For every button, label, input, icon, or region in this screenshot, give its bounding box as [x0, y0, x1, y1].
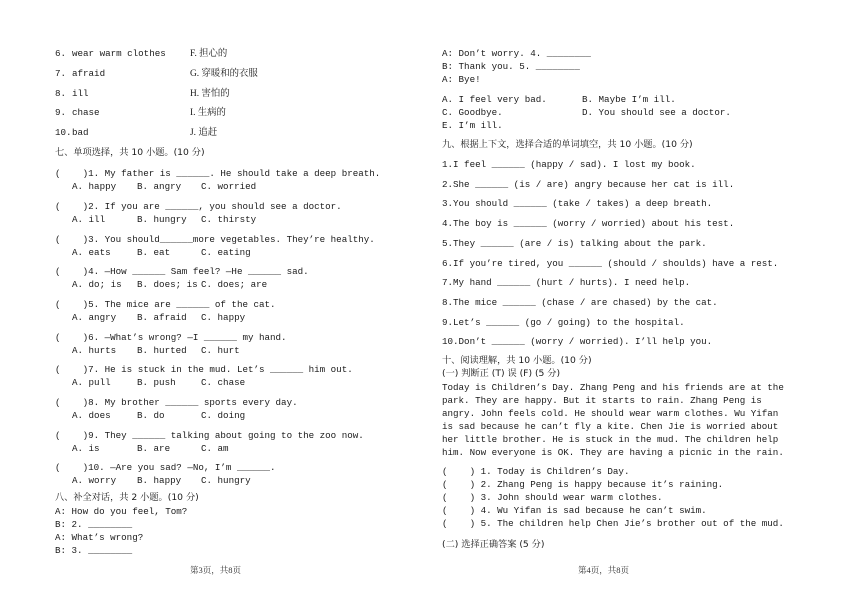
dialog-option: E. I’m ill.	[442, 120, 503, 131]
fill-blank-item: 10.Don’t ______ (worry / worried). I’ll help you.	[442, 336, 713, 348]
question-option: C. thirsty	[201, 214, 257, 225]
question-option: A. ill	[72, 214, 106, 225]
true-false-item: ( ) 2. Zhang Peng is happy because it’s raining.	[442, 479, 724, 490]
question-option: A. do; is	[72, 279, 122, 290]
question-option: A. happy	[72, 181, 117, 192]
dialog-option: B. Maybe I’m ill.	[582, 94, 676, 105]
question-option: B. do	[137, 410, 165, 421]
page-number-right: 第4页，共8页	[578, 565, 630, 575]
fill-blank-item: 6.If you’re tired, you ______ (should / shoulds) have a rest.	[442, 257, 779, 269]
matching-chinese: F. 担心的	[190, 49, 228, 59]
question-option: A. pull	[72, 377, 111, 388]
question-stem: ( )4. —How ______ Sam feel? —He ______ sad.	[55, 266, 309, 277]
matching-english: wear warm clothes	[72, 48, 166, 59]
question-stem: ( )9. They ______ talking about going to the zoo now.	[55, 430, 364, 441]
page-number-left: 第3页，共8页	[190, 565, 242, 575]
question-stem: ( )2. If you are ______, you should see a doctor.	[55, 201, 342, 212]
true-false-item: ( ) 5. The children help Chen Jie’s brother out of the mud.	[442, 518, 784, 529]
matching-chinese: J. 追赶	[190, 128, 218, 138]
question-option: B. hungry	[137, 214, 187, 225]
section-10-title: 十、阅读理解，共 10 小题。(10 分)	[442, 355, 592, 366]
fill-blank-item: 4.The boy is ______ (worry / worried) about his test.	[442, 218, 735, 230]
question-option: C. chase	[201, 377, 246, 388]
dialog-line: B: Thank you. 5. ________	[442, 61, 580, 72]
section-9-title: 九、根据上下文，选择合适的单词填空，共 10 小题。(10 分)	[442, 139, 693, 150]
section-8-title: 八、补全对话，共 2 小题。(10 分)	[55, 492, 199, 503]
question-option: A. eats	[72, 247, 111, 258]
question-option: C. hurt	[201, 345, 240, 356]
fill-blank-item: 7.My hand ______ (hurt / hurts). I need help.	[442, 277, 691, 289]
dialog-line: A: How do you feel, Tom?	[55, 506, 188, 517]
question-stem: ( )6. —What’s wrong? —I ______ my hand.	[55, 332, 287, 343]
matching-english: chase	[72, 107, 100, 118]
question-stem: ( )5. The mice are ______ of the cat.	[55, 299, 276, 310]
matching-chinese: I. 生病的	[190, 108, 226, 118]
fill-blank-item: 9.Let’s ______ (go / going) to the hospital.	[442, 316, 685, 328]
matching-num: 9.	[55, 107, 67, 118]
dialog-line: A: Don’t worry. 4. ________	[442, 48, 591, 59]
true-false-item: ( ) 4. Wu Yifan is sad because he can’t swim.	[442, 505, 707, 516]
question-option: C. hungry	[201, 475, 251, 486]
matching-english: afraid	[72, 68, 106, 79]
question-option: C. worried	[201, 181, 257, 192]
matching-chinese: H. 害怕的	[190, 89, 230, 99]
question-option: C. happy	[201, 312, 246, 323]
section-7-title: 七、单项选择，共 10 小题。(10 分)	[55, 147, 205, 158]
matching-english: bad	[72, 127, 89, 138]
question-option: A. worry	[72, 475, 117, 486]
question-option: A. angry	[72, 312, 117, 323]
matching-num: 6.	[55, 48, 67, 59]
matching-num: 7.	[55, 68, 67, 79]
question-option: A. hurts	[72, 345, 117, 356]
dialog-line: B: 2. ________	[55, 519, 133, 530]
matching-english: ill	[72, 88, 89, 99]
question-stem: ( )3. You should______more vegetables. They’re healthy.	[55, 234, 375, 245]
matching-num: 10.	[55, 127, 72, 138]
question-option: B. afraid	[137, 312, 187, 323]
dialog-line: A: What’s wrong?	[55, 532, 144, 543]
question-option: C. does; are	[201, 279, 268, 290]
question-option: B. eat	[137, 247, 171, 258]
fill-blank-item: 5.They ______ (are / is) talking about the park.	[442, 237, 707, 249]
true-false-item: ( ) 3. John should wear warm clothes.	[442, 492, 663, 503]
question-option: A. does	[72, 410, 111, 421]
matching-chinese: G. 穿暖和的衣服	[190, 69, 258, 79]
dialog-option: D. You should see a doctor.	[582, 107, 731, 118]
reading-passage: Today is Children’s Day. Zhang Peng and his friends are at the park. They are happy. But it starts to rain. Zhang Peng is angry. John feels cold. He should wear warm clothes. Wu Yifan is sad because he can’t fly a kite. Chen Jie is worried about her little brother. He is stuck in the mud. The children help him. Now everyone is OK. They are having a picnic in the rain.	[442, 382, 784, 458]
dialog-line: A: Bye!	[442, 74, 481, 85]
question-stem: ( )10. —Are you sad? —No, I’m ______.	[55, 462, 276, 473]
fill-blank-item: 8.The mice ______ (chase / are chased) by the cat.	[442, 296, 718, 308]
matching-num: 8.	[55, 88, 67, 99]
question-option: B. hurted	[137, 345, 187, 356]
question-stem: ( )1. My father is ______. He should take a deep breath.	[55, 168, 381, 179]
question-option: B. angry	[137, 181, 182, 192]
dialog-option: C. Goodbye.	[442, 107, 503, 118]
question-option: C. am	[201, 443, 229, 454]
dialog-option: A. I feel very bad.	[442, 94, 547, 105]
section-10-part2-title: (二) 选择正确答案 (5 分)	[442, 539, 545, 550]
section-10-part1-title: (一) 判断正 (T) 误 (F) (5 分)	[442, 368, 561, 379]
question-option: B. does; is	[137, 279, 198, 290]
question-option: B. are	[137, 443, 171, 454]
fill-blank-item: 2.She ______ (is / are) angry because her cat is ill.	[442, 178, 735, 190]
question-option: C. eating	[201, 247, 251, 258]
fill-blank-item: 3.You should ______ (take / takes) a deep breath.	[442, 198, 713, 210]
true-false-item: ( ) 1. Today is Children’s Day.	[442, 466, 630, 477]
dialog-line: B: 3. ________	[55, 545, 133, 556]
question-option: B. happy	[137, 475, 182, 486]
question-option: A. is	[72, 443, 100, 454]
question-option: C. doing	[201, 410, 246, 421]
question-stem: ( )8. My brother ______ sports every day.	[55, 397, 298, 408]
question-option: B. push	[137, 377, 176, 388]
question-stem: ( )7. He is stuck in the mud. Let’s ______ him out.	[55, 364, 353, 375]
fill-blank-item: 1.I feel ______ (happy / sad). I lost my book.	[442, 159, 696, 170]
